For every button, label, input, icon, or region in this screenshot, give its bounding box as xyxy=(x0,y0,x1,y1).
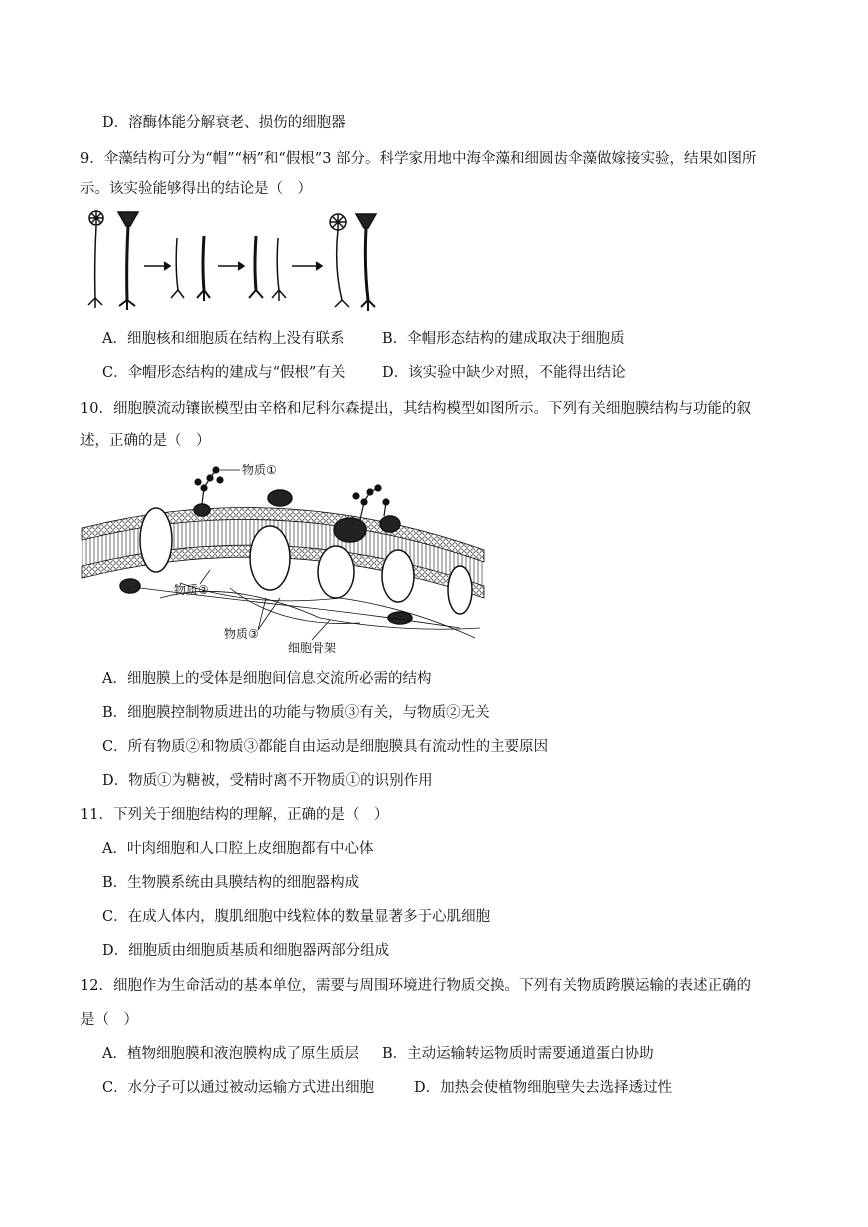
fluid-mosaic-model-figure xyxy=(80,458,490,654)
q10-option-a: A．细胞膜上的受体是细胞间信息交流所必需的结构 xyxy=(102,671,432,687)
label-substance-1: 物质① xyxy=(242,463,277,477)
transmembrane-protein xyxy=(382,550,414,602)
q11-option-b: B．生物膜系统由具膜结构的细胞器构成 xyxy=(102,875,360,891)
q11-option-a: A．叶肉细胞和人口腔上皮细胞都有中心体 xyxy=(102,841,374,857)
q10-option-c: C．所有物质②和物质③都能自由运动是细胞膜具有流动性的主要原因 xyxy=(102,739,549,755)
q12-option-d: D．加热会使植物细胞壁失去选择透过性 xyxy=(414,1080,673,1096)
q12-stem-line2: 是（ ） xyxy=(80,1012,138,1028)
q12-option-a: A．植物细胞膜和液泡膜构成了原生质层 xyxy=(102,1046,359,1062)
q12-option-b: B．主动运输转运物质时需要通道蛋白协助 xyxy=(382,1046,654,1062)
q11-option-d: D．细胞质由细胞质基质和细胞器两部分组成 xyxy=(102,943,390,959)
q10-option-b: B．细胞膜控制物质进出的功能与物质③有关，与物质②无关 xyxy=(102,705,490,721)
label-substance-3: 物质③ xyxy=(224,627,259,641)
q9-option-d: D．该实验中缺少对照，不能得出结论 xyxy=(382,365,626,381)
transmembrane-protein xyxy=(448,566,472,614)
q10-option-d: D．物质①为糖被，受精时离不开物质①的识别作用 xyxy=(102,773,433,789)
q10-stem-line2: 述，正确的是（ ） xyxy=(80,433,211,449)
q9-option-c: C．伞帽形态结构的建成与“假根”有关 xyxy=(102,365,346,381)
flower-cap-alga xyxy=(88,211,103,308)
q12-option-c: C．水分子可以通过被动运输方式进出细胞 xyxy=(102,1080,375,1096)
q9-option-b: B．伞帽形态结构的建成取决于细胞质 xyxy=(382,331,625,347)
q12-stem-line1: 12．细胞作为生命活动的基本单位，需要与周围环境进行物质交换。下列有关物质跨膜运输的表述正确的 xyxy=(80,978,751,994)
q9-stem-line1: 9．伞藻结构可分为“帽”“柄”和“假根”3 部分。科学家用地中海伞藻和细圆齿伞藻做嫁接实验，结果如图所 xyxy=(80,151,757,167)
q8-option-d: D．溶酶体能分解衰老、损伤的细胞器 xyxy=(102,115,346,131)
q11-stem: 11．下列关于细胞结构的理解，正确的是（ ） xyxy=(80,807,389,823)
label-substance-2: 物质② xyxy=(174,583,209,597)
transmembrane-protein xyxy=(318,546,354,598)
q9-stem-line2: 示。该实验能够得出的结论是（ ） xyxy=(80,181,312,197)
transmembrane-protein xyxy=(140,508,172,572)
q10-stem-line1: 10．细胞膜流动镶嵌模型由辛格和尼科尔森提出，其结构模型如图所示。下列有关细胞膜结构与功能的叙 xyxy=(80,401,751,417)
cup-cap-alga xyxy=(118,212,138,310)
acetabularia-grafting-figure xyxy=(80,208,390,318)
q9-option-a: A．细胞核和细胞质在结构上没有联系 xyxy=(102,331,345,347)
transmembrane-protein xyxy=(250,526,290,590)
q11-option-c: C．在成人体内，腹肌细胞中线粒体的数量显著多于心肌细胞 xyxy=(102,909,491,925)
label-cytoskeleton: 细胞骨架 xyxy=(288,641,337,654)
